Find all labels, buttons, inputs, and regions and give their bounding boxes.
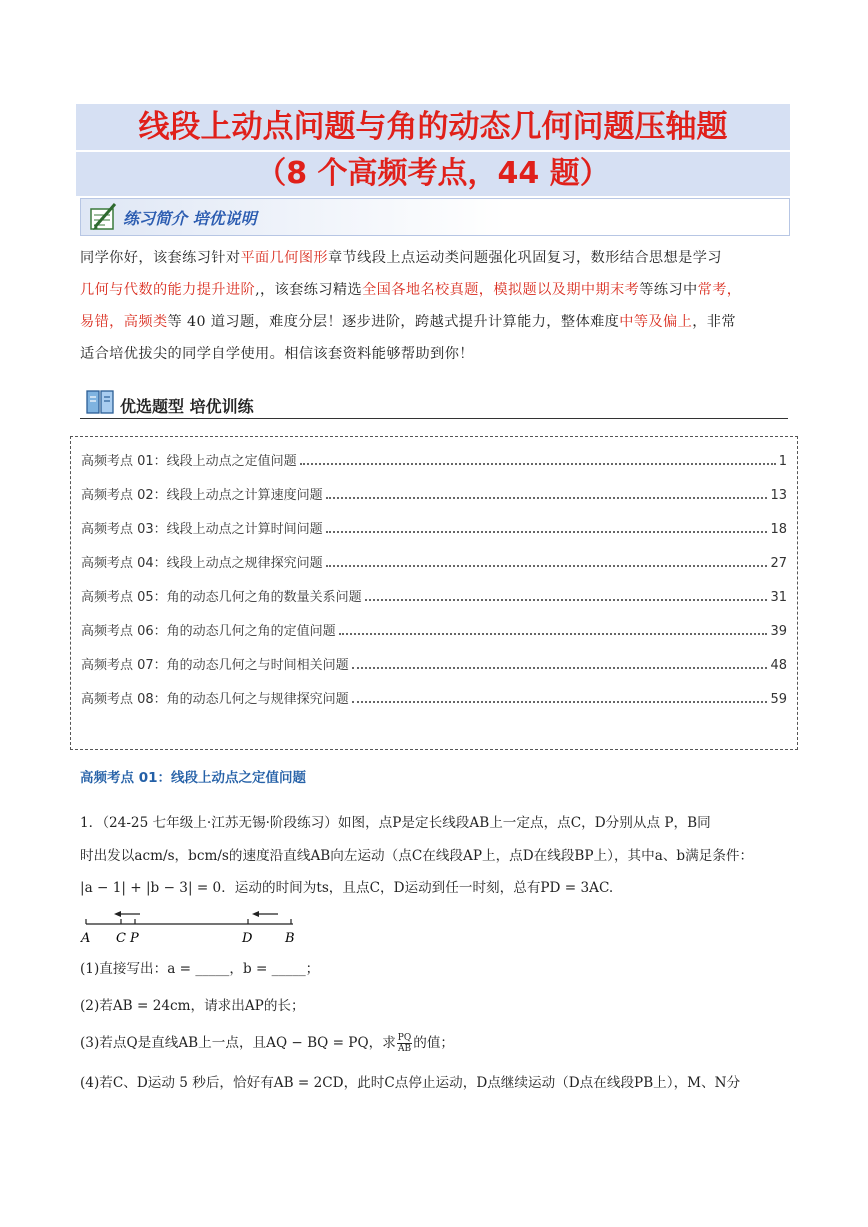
intro-line-2 bbox=[80, 274, 790, 306]
question-line-2: 时出发以acm/s，bcm/s的速度沿直线AB向左运动（点C在线段AP上，点D在线段BP上），其中a、b满足条件： bbox=[80, 848, 754, 864]
label-p: P bbox=[130, 931, 139, 946]
question-line-1: 1．（24-25 七年级上·江苏无锡·阶段练习）如图，点P是定长线段AB上一定点，点C，D分别从点 P，B同 bbox=[80, 815, 711, 831]
toc-entry[interactable] bbox=[81, 551, 787, 571]
section-label-intro: 练习简介 培优说明 bbox=[123, 209, 257, 228]
toc-leader bbox=[365, 599, 768, 601]
intro-paragraph bbox=[80, 242, 790, 370]
intro-text: 章节线段上点运动类问题强化巩固复习，数形结合思想是学习 bbox=[328, 250, 722, 266]
toc-entry-page: 31 bbox=[770, 590, 787, 605]
document-subtitle: （8 个高频考点，44 题） bbox=[76, 152, 790, 196]
toc-entry[interactable] bbox=[81, 653, 787, 673]
arrow-c-head bbox=[114, 911, 121, 917]
book-icon bbox=[84, 388, 116, 416]
section-header-intro bbox=[80, 198, 790, 236]
intro-text: 等练习中 bbox=[639, 282, 698, 298]
intro-text: 等 40 道习题，难度分层！逐步进阶，跨越式提升计算能力，整体难度 bbox=[167, 314, 620, 330]
toc-entry-label: 高频考点 06：角的动态几何之角的定值问题 bbox=[81, 624, 336, 639]
arrow-d-head bbox=[252, 911, 259, 917]
toc-entry[interactable] bbox=[81, 619, 787, 639]
sub-question-4: (4)若C、D运动 5 秒后，恰好有AB = 2CD，此时C点停止运动，D点继续运动（D点在线段PB上），M、N分 bbox=[80, 1075, 741, 1091]
toc-entry[interactable] bbox=[81, 585, 787, 605]
sub-question-3-tail: 的值； bbox=[413, 1035, 455, 1051]
label-b: B bbox=[285, 931, 295, 946]
toc-entry-label: 高频考点 01：线段上动点之定值问题 bbox=[81, 454, 297, 469]
sub-question-3 bbox=[80, 1033, 792, 1054]
toc-leader bbox=[352, 701, 768, 703]
toc-leader bbox=[352, 667, 768, 669]
toc-leader bbox=[339, 633, 768, 635]
toc-entry-page: 48 bbox=[770, 658, 787, 673]
toc-entry-page: 39 bbox=[770, 624, 787, 639]
intro-highlight: 全国各地名校真题，模拟题以及期中期末考 bbox=[362, 282, 640, 298]
label-d: D bbox=[242, 931, 253, 946]
question-line-3: |a − 1| + |b − 3| = 0．运动的时间为ts，且点C，D运动到任一时刻，总有PD = 3AC. bbox=[80, 880, 614, 896]
toc-entry-label: 高频考点 08：角的动态几何之与规律探究问题 bbox=[81, 692, 349, 707]
line-segment-figure bbox=[78, 908, 308, 948]
label-c: C bbox=[116, 931, 126, 946]
toc-entry[interactable] bbox=[81, 483, 787, 503]
toc-entry-label: 高频考点 04：线段上动点之规律探究问题 bbox=[81, 556, 323, 571]
toc-leader bbox=[326, 565, 768, 567]
toc-entry-page: 59 bbox=[770, 692, 787, 707]
toc-entry[interactable] bbox=[81, 687, 787, 707]
intro-text: ,，该套练习精选 bbox=[255, 282, 363, 298]
toc-entry-page: 18 bbox=[770, 522, 787, 537]
intro-highlight: 几何与代数的能力提升进阶 bbox=[80, 282, 256, 298]
topic-heading: 高频考点 01：线段上动点之定值问题 bbox=[80, 770, 306, 786]
section-label-practice: 优选题型 培优训练 bbox=[120, 397, 254, 416]
toc-entry-page: 27 bbox=[770, 556, 787, 571]
fraction bbox=[397, 1033, 412, 1054]
intro-line-4: 适合培优拔尖的同学自学使用。相信该套资料能够帮助到你！ bbox=[80, 346, 474, 362]
toc-entry-page: 1 bbox=[778, 454, 787, 469]
section-header-practice bbox=[80, 388, 788, 419]
intro-highlight: 常考， bbox=[697, 282, 742, 298]
pen-notebook-icon bbox=[85, 201, 119, 233]
toc-entry-label: 高频考点 07：角的动态几何之与时间相关问题 bbox=[81, 658, 349, 673]
toc-entry[interactable] bbox=[81, 517, 787, 537]
sub-question-3-text: (3)若点Q是直线AB上一点，且AQ − BQ = PQ，求 bbox=[80, 1035, 396, 1051]
document-title: 线段上动点问题与角的动态几何问题压轴题 bbox=[76, 104, 790, 150]
toc-leader bbox=[326, 531, 768, 533]
toc-entry-label: 高频考点 05：角的动态几何之角的数量关系问题 bbox=[81, 590, 362, 605]
intro-highlight: 平面几何图形 bbox=[240, 250, 328, 266]
toc-entry-label: 高频考点 03：线段上动点之计算时间问题 bbox=[81, 522, 323, 537]
intro-text: ，非常 bbox=[692, 314, 736, 330]
toc-entry-label: 高频考点 02：线段上动点之计算速度问题 bbox=[81, 488, 323, 503]
sub-question-1: (1)直接写出：a = _____，b = _____； bbox=[80, 961, 320, 977]
intro-highlight: 易错，高频类 bbox=[80, 314, 168, 330]
intro-highlight: 中等及偏上 bbox=[619, 314, 693, 330]
intro-text: 同学你好，该套练习针对 bbox=[80, 250, 241, 266]
intro-line-1 bbox=[80, 242, 790, 274]
toc-leader bbox=[326, 497, 768, 499]
label-a: A bbox=[81, 931, 91, 946]
fraction-denominator: AB bbox=[397, 1044, 412, 1054]
toc-leader bbox=[300, 463, 776, 465]
table-of-contents bbox=[70, 436, 798, 750]
toc-entry-page: 13 bbox=[770, 488, 787, 503]
intro-line-3 bbox=[80, 306, 790, 338]
sub-question-2: (2)若AB = 24cm，请求出AP的长； bbox=[80, 998, 305, 1014]
toc-entry[interactable] bbox=[81, 449, 787, 469]
fraction-numerator: PQ bbox=[397, 1033, 412, 1043]
